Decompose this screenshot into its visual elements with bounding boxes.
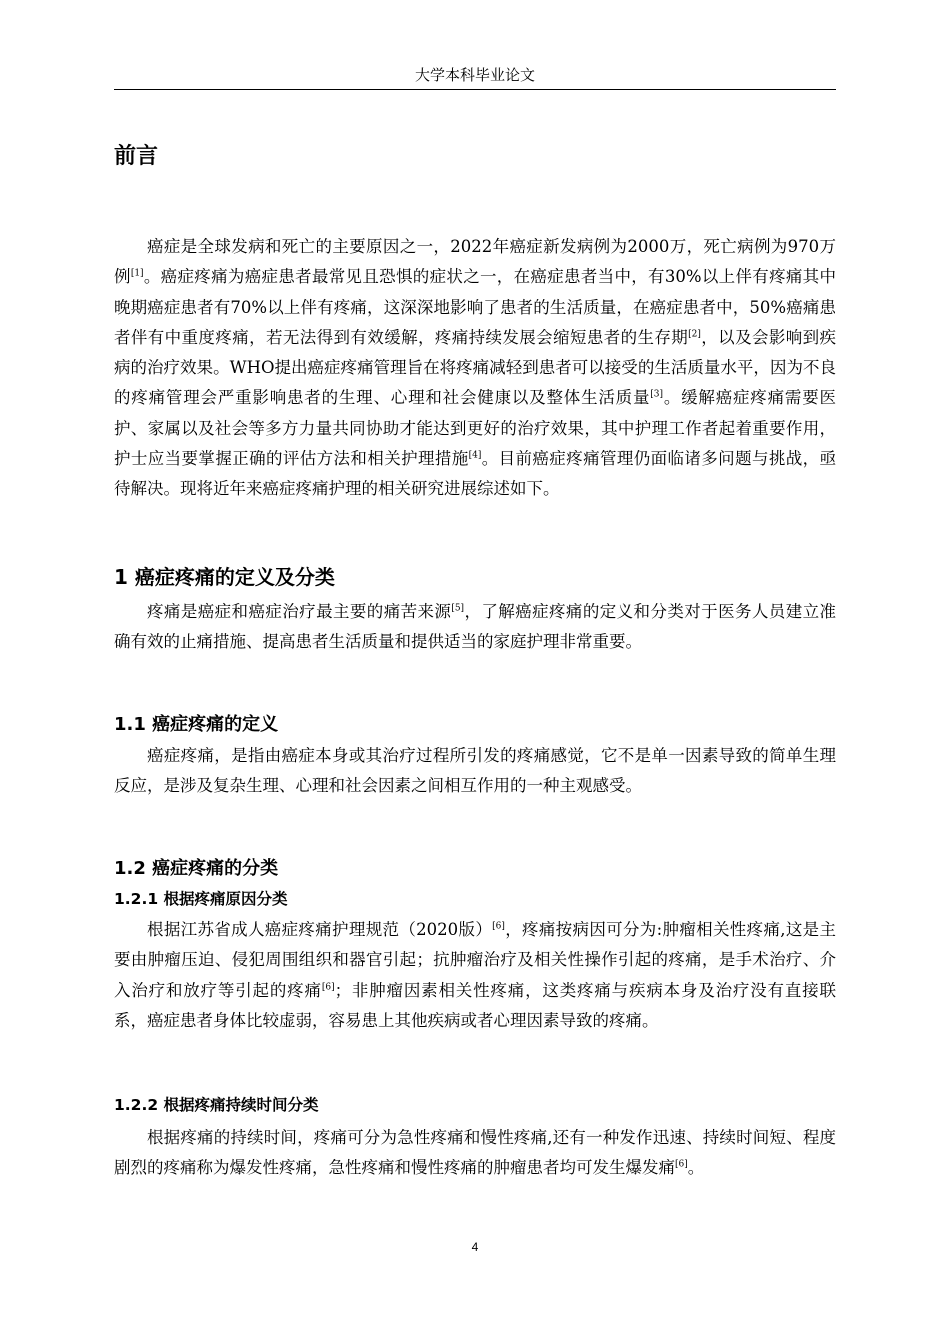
citation-marker: [6]: [492, 921, 505, 932]
citation-marker: [4]: [468, 450, 482, 461]
section-1-2-heading: 1.2 癌症疼痛的分类: [114, 858, 279, 879]
section-1-1-paragraph: [114, 741, 836, 802]
preface-heading: 前言: [114, 144, 159, 169]
section-1-heading: 1 癌症疼痛的定义及分类: [114, 565, 335, 589]
text-run: ，疼痛按病因可分为:肿瘤相关性疼痛,这是主要由肿瘤压迫、侵犯周围组织和器官引起；抗肿瘤治疗及相关性操作引起的疼痛，是手术治疗、介入治疗和放疗等引起的疼痛: [114, 920, 836, 1000]
running-header: 大学本科毕业论文: [414, 66, 535, 84]
citation-marker: [1]: [130, 268, 144, 279]
citation-marker: [2]: [688, 329, 701, 340]
header-rule: [114, 89, 836, 90]
text-run: ，以及会影响到疾病的治疗效果。WHO提出癌症疼痛管理旨在将疼痛减轻到患者可以接受的生活质量水平，因为不良的疼痛管理会严重影响患者的生理、心理和社会健康以及整体生活质量: [114, 327, 837, 408]
citation-marker: [6]: [675, 1159, 688, 1170]
text-run: 癌症疼痛，是指由癌症本身或其治疗过程所引发的疼痛感觉，它不是单一因素导致的简单生理反应，是涉及复杂生理、心理和社会因素之间相互作用的一种主观感受。: [114, 746, 836, 796]
text-run: ，了解癌症疼痛的定义和分类对于医务人员建立准确有效的止痛措施、提高患者生活质量和提供适当的家庭护理非常重要。: [114, 602, 836, 652]
section-1-2-1-paragraph: [114, 915, 836, 1036]
text-run: 。缓解癌症疼痛需要医护、家属以及社会等多方力量共同协助才能达到更好的治疗效果，其中护理工作者起着重要作用，护士应当要掌握正确的评估方法和相关护理措施: [114, 388, 837, 469]
section-1-1-heading: 1.1 癌症疼痛的定义: [114, 714, 279, 735]
text-run: 根据疼痛的持续时间，疼痛可分为急性疼痛和慢性疼痛,还有一种发作迅速、持续时间短、程度剧烈的疼痛称为爆发性疼痛，急性疼痛和慢性疼痛的肿瘤患者均可发生爆发痛: [114, 1128, 836, 1178]
text-run: ；非肿瘤因素相关性疼痛，这类疼痛与疾病本身及治疗没有直接联系，癌症患者身体比较虚弱，容易患上其他疾病或者心理因素导致的疼痛。: [114, 980, 837, 1030]
section-1-2-2-heading: 1.2.2 根据疼痛持续时间分类: [114, 1096, 319, 1114]
section-1-2-1-heading: 1.2.1 根据疼痛原因分类: [114, 890, 288, 908]
text-run: 。: [687, 1158, 705, 1178]
preface-paragraph: [114, 232, 836, 505]
page-number: 4: [471, 1240, 479, 1254]
text-run: 疼痛是癌症和癌症治疗最主要的痛苦来源: [147, 602, 452, 621]
citation-marker: [5]: [451, 603, 465, 614]
section-1-paragraph: [114, 597, 836, 658]
citation-marker: [3]: [650, 389, 664, 400]
text-run: 。癌症疼痛为癌症患者最常见且恐惧的症状之一，在癌症患者当中，有30%以上伴有疼痛其中晚期癌症患者有70%以上伴有疼痛，这深深地影响了患者的生活质量，在癌症患者中，50%癌痛患者伴有中重度疼痛，若无法得到有效缓解，疼痛持续发展会缩短患者的生存期: [114, 267, 836, 347]
text-run: 。目前癌症疼痛管理仍面临诸多问题与挑战，亟待解决。现将近年来癌症疼痛护理的相关研究进展综述如下。: [114, 449, 837, 499]
text-run: 根据江苏省成人癌症疼痛护理规范（2020版）: [147, 920, 493, 939]
text-run: 癌症是全球发病和死亡的主要原因之一，2022年癌症新发病例为2000万，死亡病例为970万例: [114, 237, 836, 287]
section-1-2-2-paragraph: [114, 1123, 836, 1184]
citation-marker: [6]: [321, 982, 335, 993]
